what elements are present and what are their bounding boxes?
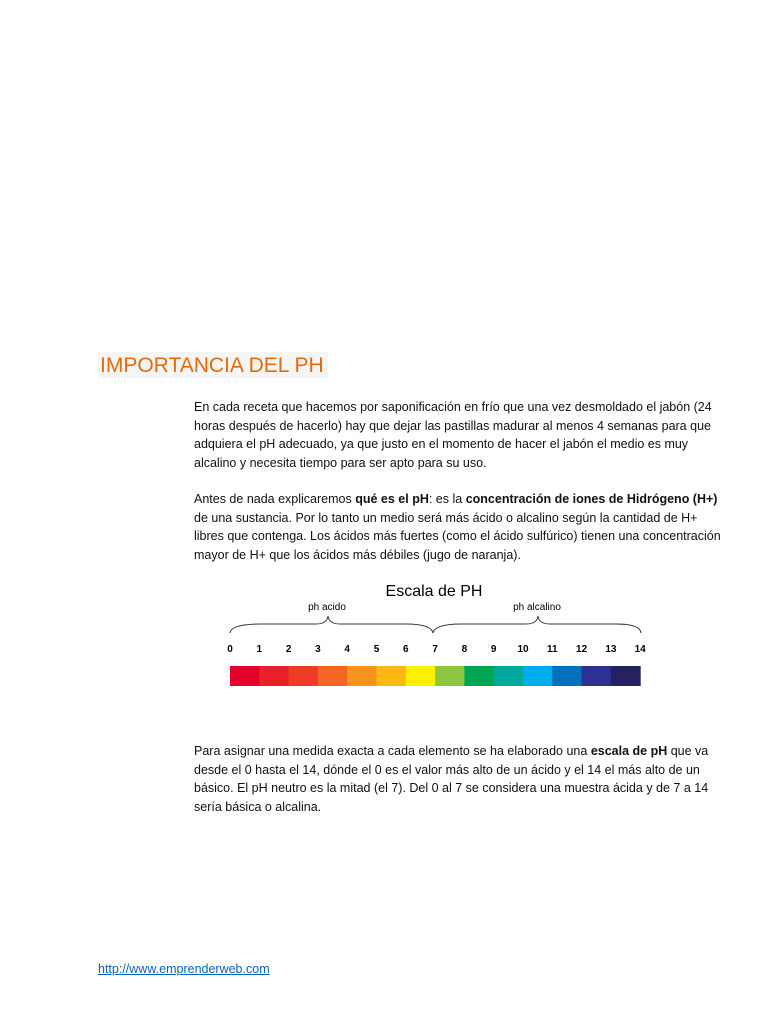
website-link[interactable]: http://www.emprenderweb.com [98, 962, 270, 976]
paragraph-definition: Antes de nada explicaremos qué es el pH: es la concentración de iones de Hidrógeno (H+) de una sustancia. Por lo tanto un medio será más ácido o alcalino según la cantidad de H+ libres que contenga. Los ácidos más fuertes (como el ácido sulfúrico) tienen una concentración mayor de H+ que los ácidos más débiles (jugo de naranja). [194, 492, 721, 562]
figure-title: Escala de PH [385, 583, 483, 600]
svg-text:7: 7 [432, 644, 438, 655]
alkaline-label: ph alcalino [513, 602, 561, 613]
svg-text:12: 12 [576, 644, 588, 655]
svg-text:4: 4 [344, 644, 350, 655]
svg-text:1: 1 [256, 644, 263, 655]
paragraph-scale: Para asignar una medida exacta a cada elemento se ha elaborado una escala de pH que va desde el 0 hasta el 14, dónde el 0 es el valor más alto de un ácido y el 14 el más alto de un básico. El pH neutro es la mitad (el 7). Del 0 al 7 se considera una muestra ácida y de 7 a 14 sería básica o alcalina. [194, 744, 709, 814]
svg-text:8: 8 [461, 644, 468, 655]
acid-label: ph acido [308, 602, 346, 613]
svg-text:9: 9 [490, 644, 497, 655]
svg-text:10: 10 [517, 644, 529, 655]
svg-text:13: 13 [605, 644, 617, 655]
svg-text:2: 2 [285, 644, 292, 655]
svg-text:5: 5 [373, 644, 380, 655]
ph-scale-figure [221, 578, 647, 688]
section-heading: IMPORTANCIA DEL PH [98, 352, 328, 378]
svg-text:6: 6 [403, 644, 409, 655]
svg-text:0: 0 [227, 644, 233, 655]
svg-text:3: 3 [315, 644, 321, 655]
svg-text:11: 11 [547, 644, 558, 655]
paragraph-intro: En cada receta que hacemos por saponificación en frío que una vez desmoldado el jabón (24 horas después de hacerlo) hay que dejar las pastillas madurar al menos 4 semanas para que adquiera el pH adecuado, ya que justo en el momento de hacer el jabón el medio es muy alcalino y necesita tiempo para ser apto para su uso. [194, 400, 712, 470]
svg-text:14: 14 [634, 644, 646, 655]
